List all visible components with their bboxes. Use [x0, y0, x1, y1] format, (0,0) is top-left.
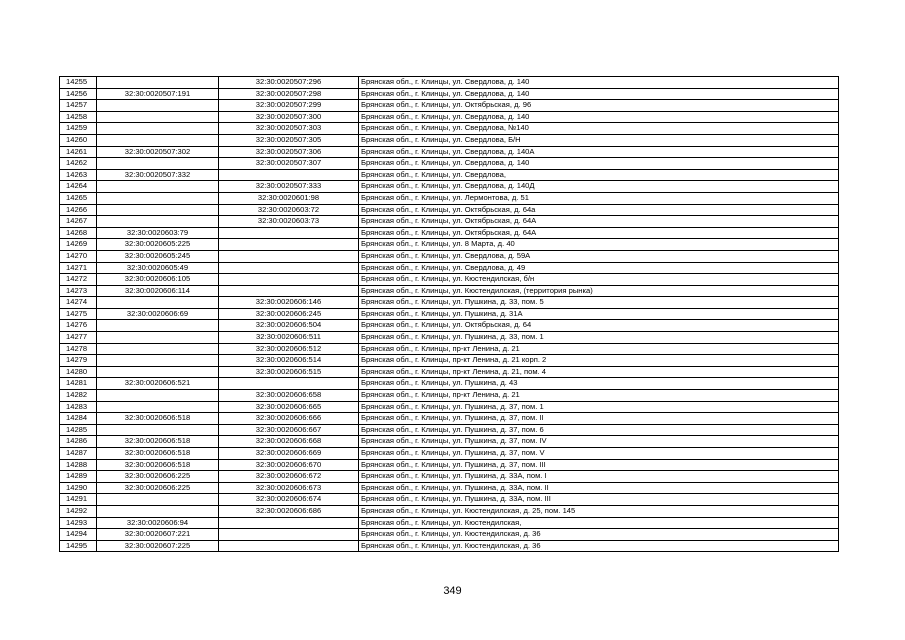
- address-cell: Брянская обл., г. Клинцы, ул. Свердлова, д. 140: [359, 158, 839, 170]
- cadastral-number-cell: [97, 216, 219, 228]
- cadastral-number-cell: 32:30:0020606:105: [97, 274, 219, 286]
- row-number-cell: 14287: [60, 448, 97, 460]
- cadastral-number-cell: [97, 181, 219, 193]
- table-row: [60, 332, 839, 344]
- address-cell: Брянская обл., г. Клинцы, пр-кт Ленина, д. 21, пом. 4: [359, 366, 839, 378]
- cadastral-number-cell: [97, 100, 219, 112]
- object-cadastral-number-cell: 32:30:0020606:511: [219, 332, 359, 344]
- table-row: [60, 517, 839, 529]
- object-cadastral-number-cell: 32:30:0020507:300: [219, 111, 359, 123]
- table-row: [60, 262, 839, 274]
- table-body: [60, 77, 839, 552]
- cadastral-number-cell: 32:30:0020607:221: [97, 529, 219, 541]
- table-row: [60, 100, 839, 112]
- table-row: [60, 378, 839, 390]
- address-cell: Брянская обл., г. Клинцы, ул. Пушкина, д. 37, пом. 1: [359, 401, 839, 413]
- cadastral-number-cell: [97, 355, 219, 367]
- cadastral-number-cell: [97, 343, 219, 355]
- row-number-cell: 14257: [60, 100, 97, 112]
- object-cadastral-number-cell: 32:30:0020507:333: [219, 181, 359, 193]
- address-cell: Брянская обл., г. Клинцы, ул. Пушкина, д. 33, пом. 1: [359, 332, 839, 344]
- table-row: [60, 239, 839, 251]
- address-cell: Брянская обл., г. Клинцы, пр-кт Ленина, д. 21: [359, 343, 839, 355]
- table-row: [60, 505, 839, 517]
- cadastral-number-cell: [97, 366, 219, 378]
- cadastral-number-cell: [97, 192, 219, 204]
- row-number-cell: 14279: [60, 355, 97, 367]
- address-cell: Брянская обл., г. Клинцы, ул. Октябрьская, д. 64а: [359, 204, 839, 216]
- table-row: [60, 308, 839, 320]
- row-number-cell: 14259: [60, 123, 97, 135]
- table-row: [60, 250, 839, 262]
- address-cell: Брянская обл., г. Клинцы, ул. Свердлова, д. 140: [359, 77, 839, 89]
- row-number-cell: 14260: [60, 134, 97, 146]
- object-cadastral-number-cell: 32:30:0020601:98: [219, 192, 359, 204]
- cadastral-number-cell: [97, 332, 219, 344]
- row-number-cell: 14272: [60, 274, 97, 286]
- cadastral-number-cell: 32:30:0020606:69: [97, 308, 219, 320]
- object-cadastral-number-cell: 32:30:0020507:306: [219, 146, 359, 158]
- table-row: [60, 320, 839, 332]
- row-number-cell: 14274: [60, 297, 97, 309]
- cadastral-number-cell: 32:30:0020606:114: [97, 285, 219, 297]
- row-number-cell: 14288: [60, 459, 97, 471]
- table-row: [60, 111, 839, 123]
- row-number-cell: 14286: [60, 436, 97, 448]
- row-number-cell: 14267: [60, 216, 97, 228]
- address-cell: Брянская обл., г. Клинцы, ул. Свердлова, №140: [359, 123, 839, 135]
- row-number-cell: 14266: [60, 204, 97, 216]
- cadastral-number-cell: 32:30:0020605:225: [97, 239, 219, 251]
- address-cell: Брянская обл., г. Клинцы, ул. Кюстендилская,: [359, 517, 839, 529]
- table-row: [60, 146, 839, 158]
- cadastral-number-cell: [97, 424, 219, 436]
- object-cadastral-number-cell: 32:30:0020507:305: [219, 134, 359, 146]
- object-cadastral-number-cell: 32:30:0020606:666: [219, 413, 359, 425]
- table-row: [60, 401, 839, 413]
- row-number-cell: 14273: [60, 285, 97, 297]
- row-number-cell: 14293: [60, 517, 97, 529]
- cadastral-number-cell: [97, 390, 219, 402]
- cadastral-number-cell: 32:30:0020605:49: [97, 262, 219, 274]
- cadastral-number-cell: 32:30:0020507:302: [97, 146, 219, 158]
- object-cadastral-number-cell: 32:30:0020606:670: [219, 459, 359, 471]
- table-row: [60, 540, 839, 552]
- object-cadastral-number-cell: [219, 227, 359, 239]
- row-number-cell: 14276: [60, 320, 97, 332]
- object-cadastral-number-cell: 32:30:0020606:668: [219, 436, 359, 448]
- cadastral-number-cell: [97, 134, 219, 146]
- row-number-cell: 14281: [60, 378, 97, 390]
- object-cadastral-number-cell: [219, 517, 359, 529]
- row-number-cell: 14284: [60, 413, 97, 425]
- address-cell: Брянская обл., г. Клинцы, ул. Пушкина, д. 33, пом. 5: [359, 297, 839, 309]
- object-cadastral-number-cell: 32:30:0020507:299: [219, 100, 359, 112]
- table-row: [60, 274, 839, 286]
- cadastral-number-cell: [97, 123, 219, 135]
- object-cadastral-number-cell: 32:30:0020606:667: [219, 424, 359, 436]
- cadastral-number-cell: 32:30:0020606:518: [97, 448, 219, 460]
- table-row: [60, 88, 839, 100]
- row-number-cell: 14264: [60, 181, 97, 193]
- row-number-cell: 14285: [60, 424, 97, 436]
- table-row: [60, 448, 839, 460]
- address-cell: Брянская обл., г. Клинцы, ул. Кюстендилская, б/н: [359, 274, 839, 286]
- row-number-cell: 14295: [60, 540, 97, 552]
- cadastral-number-cell: [97, 505, 219, 517]
- table-row: [60, 529, 839, 541]
- table-row: [60, 227, 839, 239]
- object-cadastral-number-cell: 32:30:0020507:303: [219, 123, 359, 135]
- cadastral-number-cell: 32:30:0020606:225: [97, 471, 219, 483]
- table-row: [60, 471, 839, 483]
- address-cell: Брянская обл., г. Клинцы, ул. Пушкина, д. 43: [359, 378, 839, 390]
- object-cadastral-number-cell: 32:30:0020606:515: [219, 366, 359, 378]
- address-cell: Брянская обл., г. Клинцы, ул. Пушкина, д. 33А, пом. I: [359, 471, 839, 483]
- object-cadastral-number-cell: 32:30:0020606:504: [219, 320, 359, 332]
- table-row: [60, 297, 839, 309]
- row-number-cell: 14275: [60, 308, 97, 320]
- object-cadastral-number-cell: 32:30:0020606:665: [219, 401, 359, 413]
- address-cell: Брянская обл., г. Клинцы, ул. Октябрьская, д. 64: [359, 320, 839, 332]
- object-cadastral-number-cell: [219, 540, 359, 552]
- object-cadastral-number-cell: 32:30:0020603:72: [219, 204, 359, 216]
- cadastral-number-cell: 32:30:0020606:521: [97, 378, 219, 390]
- address-cell: Брянская обл., г. Клинцы, ул. Октябрьская, д. 64А: [359, 216, 839, 228]
- object-cadastral-number-cell: 32:30:0020606:146: [219, 297, 359, 309]
- table-row: [60, 134, 839, 146]
- row-number-cell: 14280: [60, 366, 97, 378]
- object-cadastral-number-cell: 32:30:0020507:298: [219, 88, 359, 100]
- table-row: [60, 424, 839, 436]
- address-cell: Брянская обл., г. Клинцы, ул. Свердлова, д. 140: [359, 88, 839, 100]
- row-number-cell: 14283: [60, 401, 97, 413]
- address-cell: Брянская обл., г. Клинцы, ул. Лермонтова, д. 51: [359, 192, 839, 204]
- row-number-cell: 14291: [60, 494, 97, 506]
- row-number-cell: 14268: [60, 227, 97, 239]
- address-cell: Брянская обл., г. Клинцы, ул. Пушкина, д. 37, пом. V: [359, 448, 839, 460]
- table-row: [60, 413, 839, 425]
- cadastral-number-cell: [97, 158, 219, 170]
- cadastral-number-cell: 32:30:0020606:518: [97, 459, 219, 471]
- address-cell: Брянская обл., г. Клинцы, ул. Свердлова, д. 140А: [359, 146, 839, 158]
- cadastral-number-cell: 32:30:0020606:518: [97, 436, 219, 448]
- address-cell: Брянская обл., г. Клинцы, ул. Кюстендилская, (территория рынка): [359, 285, 839, 297]
- object-cadastral-number-cell: 32:30:0020603:73: [219, 216, 359, 228]
- row-number-cell: 14278: [60, 343, 97, 355]
- row-number-cell: 14289: [60, 471, 97, 483]
- table-row: [60, 390, 839, 402]
- object-cadastral-number-cell: [219, 378, 359, 390]
- table-row: [60, 204, 839, 216]
- cadastral-number-cell: [97, 494, 219, 506]
- address-cell: Брянская обл., г. Клинцы, ул. Кюстендилская, д. 36: [359, 529, 839, 541]
- cadastral-number-cell: [97, 297, 219, 309]
- row-number-cell: 14277: [60, 332, 97, 344]
- row-number-cell: 14269: [60, 239, 97, 251]
- object-cadastral-number-cell: 32:30:0020507:296: [219, 77, 359, 89]
- cadastral-number-cell: [97, 204, 219, 216]
- address-cell: Брянская обл., г. Клинцы, ул. Свердлова, д. 140Д: [359, 181, 839, 193]
- object-cadastral-number-cell: 32:30:0020606:514: [219, 355, 359, 367]
- address-cell: Брянская обл., г. Клинцы, ул. Кюстендилская, д. 25, пом. 145: [359, 505, 839, 517]
- address-cell: Брянская обл., г. Клинцы, ул. Пушкина, д. 33А, пом. III: [359, 494, 839, 506]
- row-number-cell: 14256: [60, 88, 97, 100]
- row-number-cell: 14294: [60, 529, 97, 541]
- address-cell: Брянская обл., г. Клинцы, ул. Пушкина, д. 31А: [359, 308, 839, 320]
- page-number: 349: [443, 585, 462, 597]
- row-number-cell: 14282: [60, 390, 97, 402]
- address-cell: Брянская обл., г. Клинцы, ул. Свердлова, д. 59А: [359, 250, 839, 262]
- registry-table: [59, 76, 839, 552]
- table-row: [60, 366, 839, 378]
- table-row: [60, 169, 839, 181]
- address-cell: Брянская обл., г. Клинцы, ул. Свердлова, д. 49: [359, 262, 839, 274]
- address-cell: Брянская обл., г. Клинцы, пр-кт Ленина, д. 21 корп. 2: [359, 355, 839, 367]
- object-cadastral-number-cell: 32:30:0020606:672: [219, 471, 359, 483]
- cadastral-number-cell: 32:30:0020606:94: [97, 517, 219, 529]
- address-cell: Брянская обл., г. Клинцы, ул. Пушкина, д. 33А, пом. II: [359, 482, 839, 494]
- address-cell: Брянская обл., г. Клинцы, ул. Свердлова, Б/Н: [359, 134, 839, 146]
- address-cell: Брянская обл., г. Клинцы, ул. Кюстендилская, д. 36: [359, 540, 839, 552]
- table-row: [60, 343, 839, 355]
- object-cadastral-number-cell: 32:30:0020507:307: [219, 158, 359, 170]
- row-number-cell: 14292: [60, 505, 97, 517]
- object-cadastral-number-cell: 32:30:0020606:512: [219, 343, 359, 355]
- object-cadastral-number-cell: 32:30:0020606:669: [219, 448, 359, 460]
- address-cell: Брянская обл., г. Клинцы, ул. Пушкина, д. 37, пом. 6: [359, 424, 839, 436]
- address-cell: Брянская обл., г. Клинцы, ул. Пушкина, д. 37, пом. II: [359, 413, 839, 425]
- row-number-cell: 14270: [60, 250, 97, 262]
- object-cadastral-number-cell: [219, 274, 359, 286]
- address-cell: Брянская обл., г. Клинцы, ул. Пушкина, д. 37, пом. III: [359, 459, 839, 471]
- row-number-cell: 14271: [60, 262, 97, 274]
- object-cadastral-number-cell: 32:30:0020606:673: [219, 482, 359, 494]
- address-cell: Брянская обл., г. Клинцы, ул. Октябрьская, д. 64А: [359, 227, 839, 239]
- table-row: [60, 181, 839, 193]
- table-row: [60, 123, 839, 135]
- table-row: [60, 436, 839, 448]
- object-cadastral-number-cell: [219, 250, 359, 262]
- table-row: [60, 355, 839, 367]
- cadastral-number-cell: 32:30:0020607:225: [97, 540, 219, 552]
- object-cadastral-number-cell: [219, 262, 359, 274]
- cadastral-number-cell: [97, 401, 219, 413]
- table-row: [60, 216, 839, 228]
- cadastral-number-cell: 32:30:0020606:225: [97, 482, 219, 494]
- object-cadastral-number-cell: [219, 169, 359, 181]
- row-number-cell: 14265: [60, 192, 97, 204]
- cadastral-number-cell: [97, 77, 219, 89]
- table-row: [60, 158, 839, 170]
- cadastral-number-cell: 32:30:0020603:79: [97, 227, 219, 239]
- row-number-cell: 14290: [60, 482, 97, 494]
- cadastral-number-cell: 32:30:0020605:245: [97, 250, 219, 262]
- cadastral-number-cell: [97, 320, 219, 332]
- cadastral-number-cell: [97, 111, 219, 123]
- table-row: [60, 482, 839, 494]
- object-cadastral-number-cell: 32:30:0020606:245: [219, 308, 359, 320]
- address-cell: Брянская обл., г. Клинцы, ул. Октябрьская, д. 96: [359, 100, 839, 112]
- cadastral-number-cell: 32:30:0020507:332: [97, 169, 219, 181]
- table-row: [60, 285, 839, 297]
- address-cell: Брянская обл., г. Клинцы, ул. Пушкина, д. 37, пом. IV: [359, 436, 839, 448]
- object-cadastral-number-cell: [219, 529, 359, 541]
- row-number-cell: 14255: [60, 77, 97, 89]
- address-cell: Брянская обл., г. Клинцы, ул. Свердлова, д. 140: [359, 111, 839, 123]
- table-row: [60, 192, 839, 204]
- object-cadastral-number-cell: 32:30:0020606:686: [219, 505, 359, 517]
- row-number-cell: 14261: [60, 146, 97, 158]
- table-row: [60, 77, 839, 89]
- object-cadastral-number-cell: 32:30:0020606:658: [219, 390, 359, 402]
- cadastral-number-cell: 32:30:0020606:518: [97, 413, 219, 425]
- address-cell: Брянская обл., г. Клинцы, ул. 8 Марта, д. 40: [359, 239, 839, 251]
- object-cadastral-number-cell: [219, 239, 359, 251]
- address-cell: Брянская обл., г. Клинцы, пр-кт Ленина, д. 21: [359, 390, 839, 402]
- object-cadastral-number-cell: [219, 285, 359, 297]
- row-number-cell: 14263: [60, 169, 97, 181]
- object-cadastral-number-cell: 32:30:0020606:674: [219, 494, 359, 506]
- cadastral-number-cell: 32:30:0020507:191: [97, 88, 219, 100]
- table-row: [60, 494, 839, 506]
- row-number-cell: 14262: [60, 158, 97, 170]
- row-number-cell: 14258: [60, 111, 97, 123]
- address-cell: Брянская обл., г. Клинцы, ул. Свердлова,: [359, 169, 839, 181]
- table-row: [60, 459, 839, 471]
